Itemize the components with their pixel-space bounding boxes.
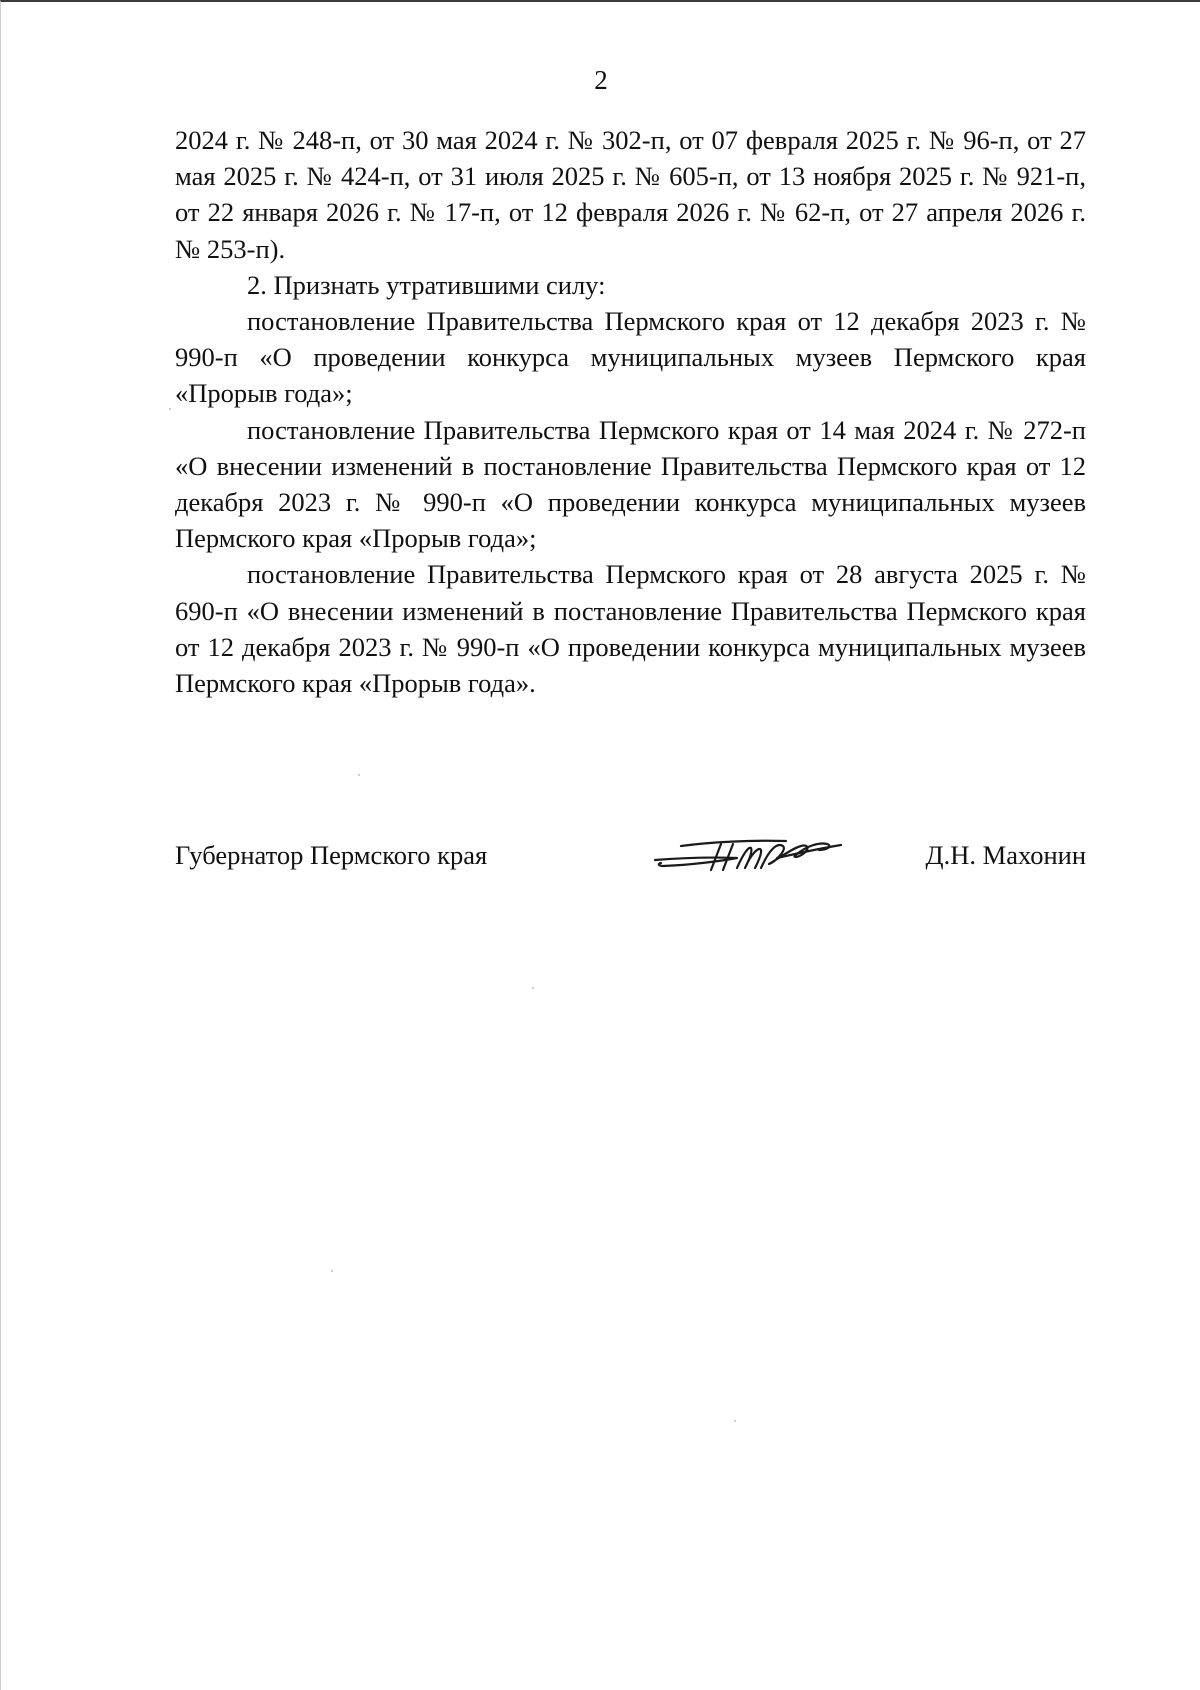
paragraph-repealed-act-3: постановление Правительства Пермского края от 28 августа 2025 г. № 690-п «О внесении изменений в постановление Правительства Пермского края от 12 декабря 2023 г. № 990-п «О проведении конкурса муниципальных музеев Пермского края «Прорыв года». [175,559,1086,699]
document-body [175,122,1086,701]
paragraph-item-2: 2. Признать утратившими силу: [247,269,606,300]
scan-speck [331,1270,333,1272]
scan-speck [169,408,171,410]
paragraph-continuation: 2024 г. № 248-п, от 30 мая 2024 г. № 302-п, от 07 февраля 2025 г. № 96-п, от 27 мая 2025 г. № 424-п, от 31 июля 2025 г. № 605-п, от 13 ноября 2025 г. № 921-п, от 22 января 2026 г. № 17-п, от 12 февраля 2026 г. № 62-п, от 27 апреля 2026 г. № 253-п). [175,125,1086,264]
page-number: 2 [594,65,608,95]
signatory-name: Д.Н. Махонин [925,840,1086,870]
paragraph-repealed-act-2: постановление Правительства Пермского края от 14 мая 2024 г. № 272-п «О внесении изменений в постановление Правительства Пермского края от 12 декабря 2023 г. № 990-п «О проведении конкурса муниципальных музеев Пермского края «Прорыв года»; [175,414,1086,554]
handwritten-signature-icon [651,828,851,878]
paragraph-repealed-act-1: постановление Правительства Пермского края от 12 декабря 2023 г. № 990-п «О проведении конкурса муниципальных музеев Пермского края «Прорыв года»; [175,306,1086,409]
signatory-title: Губернатор Пермского края [175,840,488,870]
scan-speck [532,987,534,989]
scan-speck [734,1420,736,1422]
scan-speck [358,774,360,776]
signature-block [175,820,1086,890]
